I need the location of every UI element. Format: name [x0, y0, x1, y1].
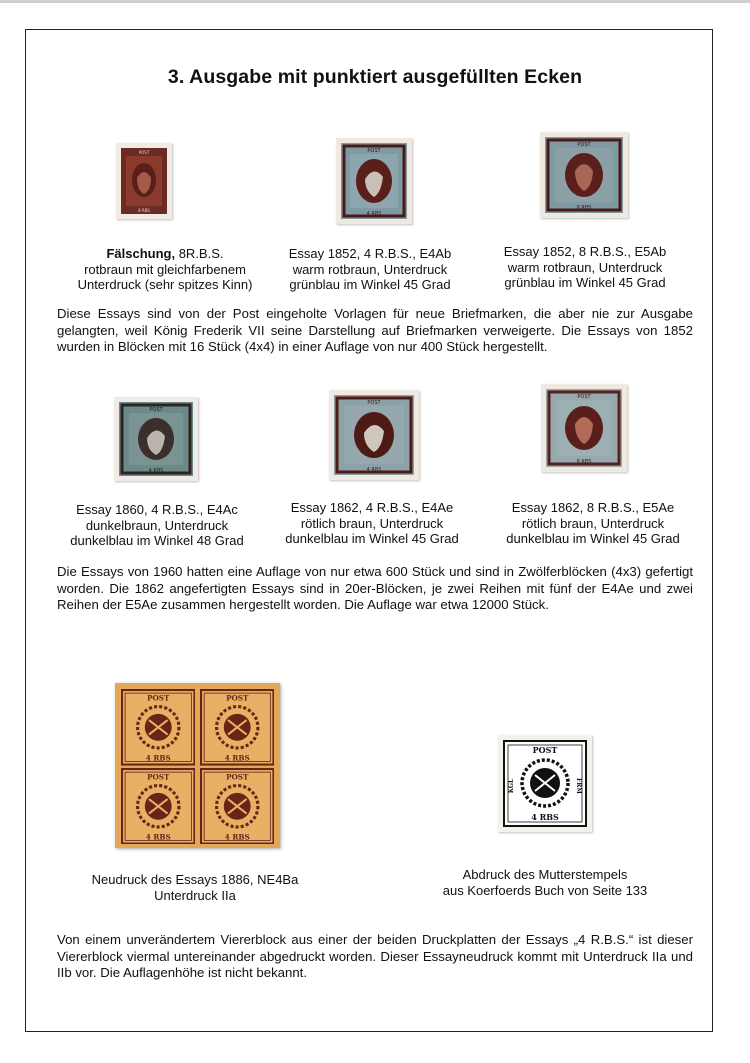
caption-essay-1862-4rbs [267, 500, 477, 547]
stamp-value-text: 4 RBS [224, 831, 250, 841]
master-die-proof [498, 735, 592, 832]
stamp-post-text: POST [225, 693, 248, 703]
caption-line-2: aus Koerfoerds Buch von Seite 133 [442, 882, 648, 898]
caption-line-2: rötlich braun, Unterdruck [521, 515, 665, 531]
stamp-value-text: 8 RBS [138, 208, 150, 213]
stamp-value-text: 8 RBS [576, 459, 592, 465]
caption-line-1: Neudruck des Essays 1886, NE4Ba [91, 872, 299, 887]
stamp-essay-1862-4rbs [329, 390, 419, 480]
caption-line-1: Abdruck des Mutterstempels [462, 867, 628, 882]
stamp-essay-1862-8rbs [541, 384, 627, 472]
stamp-forgery-8rbs [116, 143, 172, 219]
caption-essay-1852-4rbs [265, 246, 475, 293]
caption-forgery [60, 246, 270, 293]
stamp-post-text: POST [577, 394, 591, 400]
reprint-stamp [200, 689, 274, 766]
stamp-value-text: 4 RBS [366, 467, 382, 473]
caption-line-2: rötlich braun, Unterdruck [300, 515, 444, 531]
reprint-stamp [200, 768, 274, 845]
proof-image [503, 740, 587, 827]
reprint-stamp [121, 689, 195, 766]
stamp-post-text: POST [149, 407, 163, 413]
stamp-value-text: 4 RBS [531, 812, 559, 822]
caption-essay-1852-8rbs [480, 244, 690, 291]
stamp-value-text: 8 RBS [576, 205, 592, 211]
stamp-value-text: 4 RBS [145, 831, 171, 841]
caption-line-1: Essay 1852, 4 R.B.S., E4Ab [288, 246, 452, 261]
stamp-left-text: KGL [508, 778, 515, 794]
caption-reprint-block [70, 872, 320, 903]
stamp-image-forgery [121, 148, 167, 214]
page-title: 3. Ausgabe mit punktiert ausgefüllten Ecken [167, 66, 583, 88]
stamp-post-text: POST [147, 771, 170, 781]
stamp-post-text: POST [225, 771, 248, 781]
reprint-stamp [121, 768, 195, 845]
caption-line-2: warm rotbraun, Unterdruck [292, 261, 448, 277]
caption-line-2: rotbraun mit gleichfarbenem [84, 261, 246, 277]
stamp-value-text: 4 RBS [224, 753, 250, 763]
stamp-post-text: POST [532, 745, 558, 755]
stamp-value-text: 4 RBS [145, 753, 171, 763]
stamp-image-1852-4rbs [341, 143, 407, 219]
caption-bold: Fälschung, [106, 246, 176, 261]
caption-line-1: Essay 1862, 4 R.B.S., E4Ae [290, 500, 454, 515]
stamp-image-1862-8rbs [546, 389, 622, 467]
stamp-post-text: POST [147, 693, 170, 703]
caption-line-3: dunkelblau im Winkel 45 Grad [506, 531, 680, 546]
caption-line-1: Essay 1860, 4 R.B.S., E4Ac [76, 502, 238, 517]
stamp-value-text: 4 RBS [148, 468, 164, 474]
caption-line-3: Unterdruck (sehr spitzes Kinn) [77, 277, 253, 292]
caption-line-1 [60, 246, 270, 262]
caption-line-2: dunkelbraun, Unterdruck [85, 517, 229, 533]
stamp-post-text: POST [367, 400, 381, 406]
stamp-post-text: POST [138, 150, 150, 155]
stamp-post-text: POST [367, 148, 381, 154]
caption-line-3: dunkelblau im Winkel 48 Grad [70, 533, 244, 548]
caption-line-2: Unterdruck IIa [154, 887, 236, 903]
reprint-block-grid [121, 689, 274, 842]
caption-line-1: Essay 1862, 8 R.B.S., E5Ae [511, 500, 675, 515]
caption-line-1-text: 8R.B.S. [175, 246, 224, 261]
stamp-essay-1860-4rbs [114, 397, 198, 481]
stamp-image-1860-4rbs [119, 402, 193, 476]
stamp-essay-1852-8rbs [540, 132, 628, 218]
caption-line-2: warm rotbraun, Unterdruck [507, 259, 663, 275]
caption-essay-1860-4rbs [52, 502, 262, 549]
top-rule [0, 0, 750, 3]
caption-line-1: Essay 1852, 8 R.B.S., E5Ab [503, 244, 667, 259]
reprint-block-of-four [115, 683, 280, 848]
paragraph-reprint-notes: Von einem unverändertem Viererblock aus einer der beiden Druckplatten der Essays „4 R.B.S.“ ist dieser Viererblock viermal untereinander abgedruckt worden. Dieser Essayneudruck kommt mit Unterdruck IIa und IIb vor. Die Auflagenhöhe ist nicht bekannt. [57, 932, 693, 980]
stamp-essay-1852-4rbs [336, 138, 412, 224]
stamp-right-text: FRM [575, 778, 582, 794]
caption-essay-1862-8rbs [488, 500, 698, 547]
caption-line-3: grünblau im Winkel 45 Grad [504, 275, 666, 290]
stamp-image-1862-4rbs [334, 395, 414, 475]
stamp-value-text: 4 RBS [366, 211, 382, 217]
paragraph-essays-editions: Die Essays von 1960 hatten eine Auflage von nur etwa 600 Stück und sind in Zwölferblöcken (4x3) gefertigt worden. Die 1862 angefertigten Essays sind in 20er-Blöcken, je zwei Reihen mit fünf der E4Ae und zwei Reihen der E5Ae zusammen hergestellt worden. Die Auflage war etwa 12000 Stück. [57, 564, 693, 612]
caption-line-3: grünblau im Winkel 45 Grad [289, 277, 451, 292]
stamp-post-text: POST [577, 142, 591, 148]
caption-line-3: dunkelblau im Winkel 45 Grad [285, 531, 459, 546]
caption-master-die-proof [420, 867, 670, 898]
stamp-image-1852-8rbs [545, 137, 623, 213]
paragraph-essays-intro: Diese Essays sind von der Post eingeholte Vorlagen für neue Briefmarken, die aber nie zur Ausgabe gelangten, weil König Frederik VII seine Darstellung auf Briefmarken verweigerte. Die Essays von 1852 wurden in Blöcken mit 16 Stück (4x4) in einer Auflage von nur 400 Stück hergestellt. [57, 306, 693, 354]
